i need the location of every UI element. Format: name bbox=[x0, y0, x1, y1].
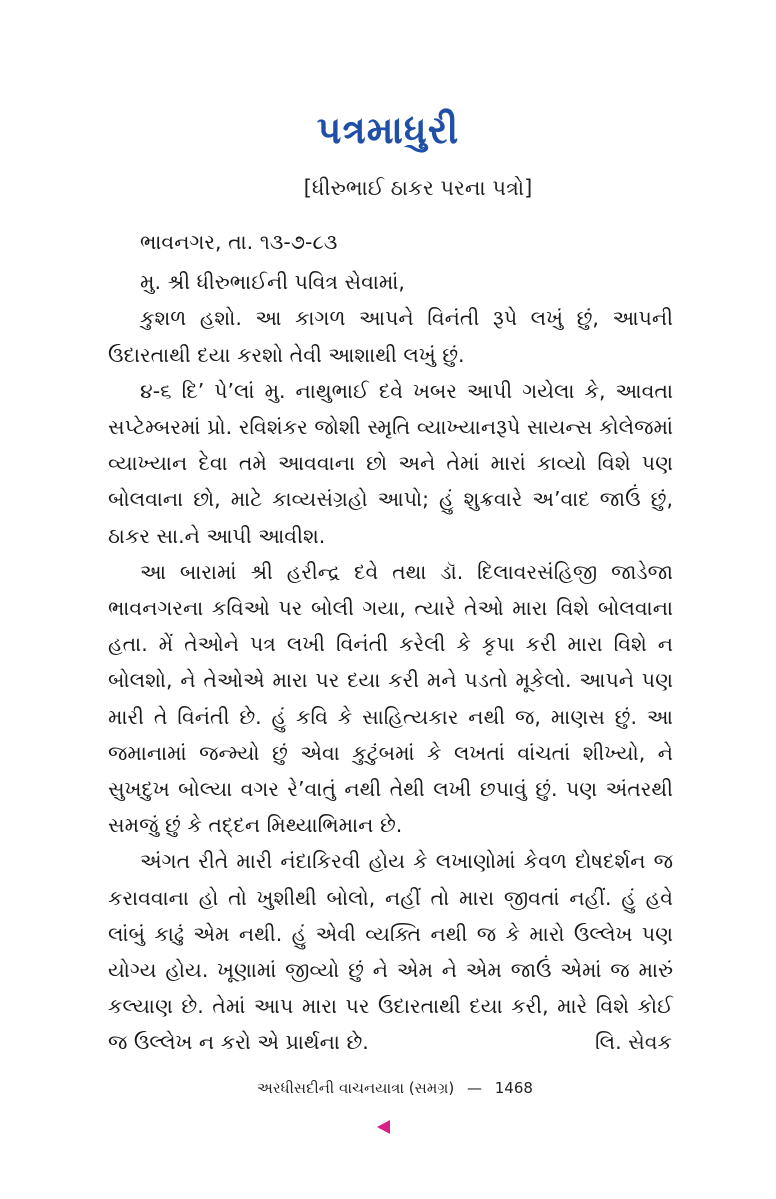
letter-paragraph-3: આ બારામાં શ્રી હરીન્દ્ર દવે તથા ડૉ. દિલાવરસંહિજી જાડેજા ભાવનગરના કવિઓ પર બોલી ગયા, ત્યારે તેઓ મારા વિશે બોલવાના હતા. મેં તેઓને પત્ર લખી વિનંતી કરેલી કે કૃપા કરી મારા વિશે ન બોલશો, ને તેઓએ મારા પર દયા કરી મને પડતો મૂકેલો. આપને પણ મારી તે વિનંતી છે. હું કવિ કે સાહિત્યકાર નથી જ, માણસ છું. આ જમાનામાં જન્મ્યો છું એવા કુટુંબમાં કે લખતાં વાંચતાં શીખ્યો, ને સુખદુખ બોલ્યા વગર રે’વાતું નથી તેથી લખી છપાવું છું. પણ અંતરથી સમજું છું કે તદ્દન મિથ્યાભિમાન છે. bbox=[108, 559, 673, 838]
footer-separator: — bbox=[466, 1079, 482, 1097]
letter-salutation: મુ. શ્રી ધીરુભાઈની પવિત્ર સેવામાં, bbox=[140, 270, 405, 295]
letter-place-date: ભાવનગર, તા. ૧૩-૭-૮૩ bbox=[140, 230, 338, 254]
page-footer bbox=[0, 1079, 776, 1097]
page-title: પત્રમાધુરી bbox=[316, 108, 460, 152]
letter-body bbox=[108, 224, 673, 1061]
letter-paragraph-4: અંગત રીતે મારી નંદાકિરવી હોય કે લખાણોમાં કેવળ દોષદર્શન જ કરાવવાના હો તો ખુશીથી બોલો, નહીં તો મારા જીવતાં નહીં. હું હવે લાંબું કાઢું એમ નથી. હું એવી વ્યક્તિ નથી જ કે મારો ઉલ્લેખ પણ યોગ્ય હોય. ખૂણામાં જીવ્યો છું ને એમ ને એમ જાઉં એમાં જ મારું કલ્યાણ છે. તેમાં આપ મારા પર ઉદારતાથી દયા કરી, મારે વિશે કોઈ જ ઉલ્લેખ ન કરો એ પ્રાર્થના છે. bbox=[108, 849, 673, 1055]
letter-paragraph-1: કુશળ હશો. આ કાગળ આપને વિનંતી રૂપે લખું છું, આપની ઉદારતાથી દયા કરશો તેવી આશાથી લખું છું. bbox=[108, 306, 673, 367]
footer-page-number: 1468 bbox=[494, 1079, 533, 1097]
previous-page-icon[interactable] bbox=[377, 1120, 390, 1134]
letter-paragraph-2: ૪-૬ દિ’ પે’લાં મુ. નાથુભાઈ દવે ખબર આપી ગયેલા કે, આવતા સપ્ટેમ્બરમાં પ્રો. રવિશંકર જોશી સ્મૃતિ વ્યાખ્યાનરૂપે સાયન્સ કોલેજમાં વ્યાખ્યાન દેવા તમે આવવાના છો અને તેમાં મારાં કાવ્યો વિશે પણ બોલવાના છો, માટે કાવ્યસંગ્રહો આપો; હું શુક્રવારે અ’વાદ જાઉં છું, ઠાકર સા.ને આપી આવીશ. bbox=[108, 378, 673, 548]
footer-book-title: અરધીસદીની વાચનયાત્રા (સમગ્ર) bbox=[257, 1079, 455, 1097]
letter-signature: લિ. સેવક bbox=[594, 1030, 672, 1054]
page-subtitle: [ધીરુભાઈ ઠાકર પરના પત્રો] bbox=[303, 176, 533, 200]
